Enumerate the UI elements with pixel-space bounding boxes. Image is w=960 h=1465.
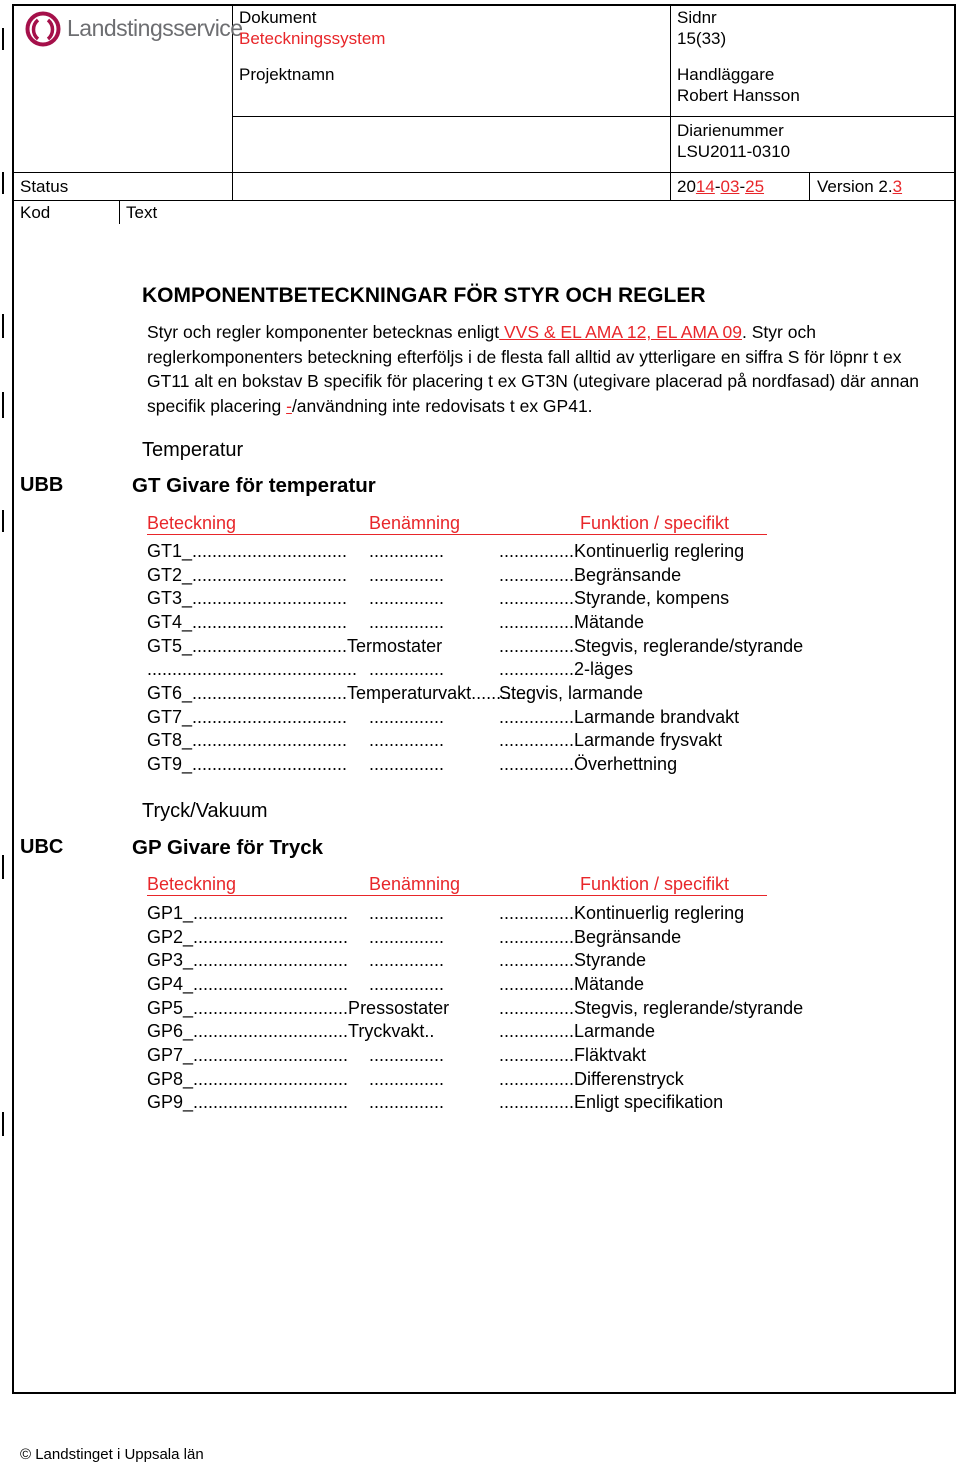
text-label: Text [126, 203, 158, 222]
table-row [147, 730, 897, 754]
header-divider [670, 5, 671, 200]
dokument-value: Beteckningssystem [239, 29, 386, 48]
cell-funktion: ...............Kontinuerlig reglering [499, 903, 745, 923]
date-sep: - [739, 177, 746, 196]
cell-benamning: ............... [369, 541, 445, 561]
logo-icon [25, 11, 61, 47]
header-divider [13, 200, 956, 201]
column-header-funktion: Funktion / specifikt [580, 874, 730, 894]
date-sep: - [714, 177, 721, 196]
cell-funktion: ...............Begränsande [499, 926, 682, 947]
table-row [147, 683, 897, 707]
cell-beteckning: .......................................... [147, 659, 358, 680]
cell-funktion: ...............Differenstryck [499, 1068, 684, 1089]
table-row [147, 950, 897, 974]
table-row [147, 903, 897, 927]
cell-benamning: ............... [369, 611, 445, 632]
footer-copyright: © Landstinget i Uppsala län [20, 1446, 204, 1463]
column-header-benamning: Benämning [369, 874, 461, 894]
revision-dash: - [286, 395, 292, 416]
table-row [147, 927, 897, 951]
ama-reference-link[interactable]: VVS & EL AMA 12, EL AMA 09 [499, 322, 743, 342]
cell-benamning: ............... [369, 973, 445, 994]
table-row [147, 998, 897, 1022]
cell-funktion: ...............Styrande, kompens [499, 588, 730, 609]
dokument-label: Dokument [239, 8, 317, 27]
cell-beteckning: GT9_............................... [147, 753, 348, 774]
table-row [147, 541, 897, 565]
table-row [147, 1069, 897, 1093]
cell-beteckning: GT5_...............................Termostater [147, 635, 443, 656]
date-day: 25 [745, 177, 765, 196]
section-code: UBC [20, 836, 64, 858]
cell-beteckning: GT3_............................... [147, 588, 348, 609]
header-underline [147, 534, 767, 535]
cell-beteckning: GP4_............................... [147, 973, 349, 994]
cell-funktion: ...............Styrande [499, 950, 647, 971]
cell-funktion: ...............Stegvis, reglerande/styrande [499, 997, 804, 1018]
cell-funktion: ...............Stegvis, reglerande/styrande [499, 635, 804, 656]
version [817, 176, 902, 197]
version-prefix: Version 2. [817, 177, 893, 196]
cell-beteckning: GT4_............................... [147, 611, 348, 632]
cell-beteckning: GT8_............................... [147, 730, 348, 751]
cell-benamning: ............... [369, 588, 445, 609]
cell-beteckning: GP2_............................... [147, 926, 349, 947]
table-row [147, 612, 897, 636]
cell-beteckning: GT7_............................... [147, 706, 348, 727]
cell-beteckning: GP6_...............................Tryckvakt.. [147, 1021, 435, 1042]
cell-funktion: Stegvis, larmande [499, 682, 644, 703]
cell-beteckning: GP5_...............................Pressostater [147, 997, 450, 1018]
intro-paragraph [147, 320, 947, 418]
cell-benamning: ............... [369, 564, 445, 585]
logo-text: Landstingsservice [67, 15, 243, 41]
column-header-funktion: Funktion / specifikt [580, 513, 730, 533]
kod-label: Kod [20, 203, 51, 222]
cell-benamning: ............... [369, 950, 445, 971]
section-subtitle: Temperatur [142, 439, 244, 461]
cell-beteckning: GP8_............................... [147, 1068, 349, 1089]
cell-beteckning: GT2_............................... [147, 564, 348, 585]
diarienummer-value: LSU2011-0310 [677, 142, 791, 161]
table-row [147, 974, 897, 998]
cell-funktion: ...............Larmande frysvakt [499, 730, 723, 751]
table-row [147, 1045, 897, 1069]
cell-funktion: ...............Begränsande [499, 564, 682, 585]
cell-benamning: ............... [369, 730, 445, 751]
revision-bar [2, 172, 4, 194]
table-row [147, 588, 897, 612]
sidnr-label: Sidnr [677, 8, 717, 27]
cell-benamning: ............... [369, 926, 445, 947]
column-header-beteckning: Beteckning [147, 513, 237, 533]
table-row [147, 1092, 897, 1116]
table-row [147, 707, 897, 731]
header-divider [809, 172, 810, 200]
status-date [677, 176, 764, 197]
revision-bar [2, 392, 4, 418]
cell-funktion: ...............Kontinuerlig reglering [499, 541, 745, 561]
column-header-beteckning: Beteckning [147, 874, 237, 894]
column-headers [147, 874, 897, 898]
revision-bar [2, 510, 4, 532]
table-row [147, 659, 897, 683]
cell-funktion: ...............Larmande [499, 1021, 656, 1042]
projektnamn-label: Projektnamn [239, 65, 335, 84]
cell-benamning: ............... [369, 903, 445, 923]
date-month: 03 [720, 177, 740, 196]
cell-funktion: ...............2-läges [499, 659, 634, 680]
table-row [147, 1021, 897, 1045]
cell-beteckning: GT6_...............................Temperaturvakt............ [147, 682, 532, 703]
column-headers [147, 513, 897, 537]
cell-benamning: ............... [369, 706, 445, 727]
header-divider [119, 200, 120, 224]
cell-beteckning: GP1_............................... [147, 903, 349, 923]
cell-funktion: ...............Mätande [499, 973, 645, 994]
handlaggare-label: Handläggare [677, 65, 775, 84]
page-title: KOMPONENTBETECKNINGAR FÖR STYR OCH REGLER [142, 284, 706, 307]
cell-funktion: ...............Fläktvakt [499, 1044, 647, 1065]
intro-text: . Styr och reglerkomponenters beteckning efterföljs i de flesta fall alltid av ytterligare en siffra S för löpnr t ex GT11 alt en bokstav B specifik för placering t ex GT3N (utegivare placerad på nordfasad) där annan specifik placering [147, 322, 920, 416]
column-header-benamning: Benämning [369, 513, 461, 533]
cell-beteckning: GT1_............................... [147, 541, 348, 561]
cell-funktion: ...............Enligt specifikation [499, 1092, 724, 1113]
header-divider [233, 116, 956, 117]
intro-text: Styr och regler komponenter betecknas enligt [147, 322, 500, 342]
cell-funktion: ...............Överhettning [499, 753, 678, 774]
cell-benamning: ............... [369, 753, 445, 774]
revision-bar [2, 28, 4, 50]
section-subtitle: Tryck/Vakuum [142, 800, 268, 822]
cell-benamning: ............... [369, 659, 445, 680]
revision-bar [2, 314, 4, 338]
table-row [147, 565, 897, 589]
intro-text: /användning inte redovisats t ex GP41. [291, 395, 593, 416]
cell-benamning: ............... [369, 1068, 445, 1089]
cell-funktion: ...............Larmande brandvakt [499, 706, 740, 727]
cell-funktion: ...............Mätande [499, 611, 645, 632]
table-row [147, 754, 897, 778]
cell-beteckning: GP9_............................... [147, 1092, 349, 1113]
diarienummer-label: Diarienummer [677, 121, 784, 140]
table-row [147, 636, 897, 660]
cell-beteckning: GP3_............................... [147, 950, 349, 971]
status-label: Status [20, 177, 69, 196]
cell-beteckning: GP7_............................... [147, 1044, 349, 1065]
section-code: UBB [20, 474, 64, 496]
header-divider [13, 172, 956, 173]
date-year-a: 20 [677, 177, 696, 196]
section-title: GT Givare för temperatur [132, 474, 376, 497]
cell-benamning: ............... [369, 1092, 445, 1113]
handlaggare-value: Robert Hansson [677, 86, 800, 105]
section-title: GP Givare för Tryck [132, 836, 324, 859]
version-suffix: 3 [892, 177, 903, 196]
revision-bar [2, 855, 4, 879]
sidnr-value: 15(33) [677, 29, 727, 48]
header-underline [147, 895, 767, 896]
revision-bar [2, 1112, 4, 1136]
cell-benamning: ............... [369, 1044, 445, 1065]
date-year-b: 14 [695, 177, 715, 196]
